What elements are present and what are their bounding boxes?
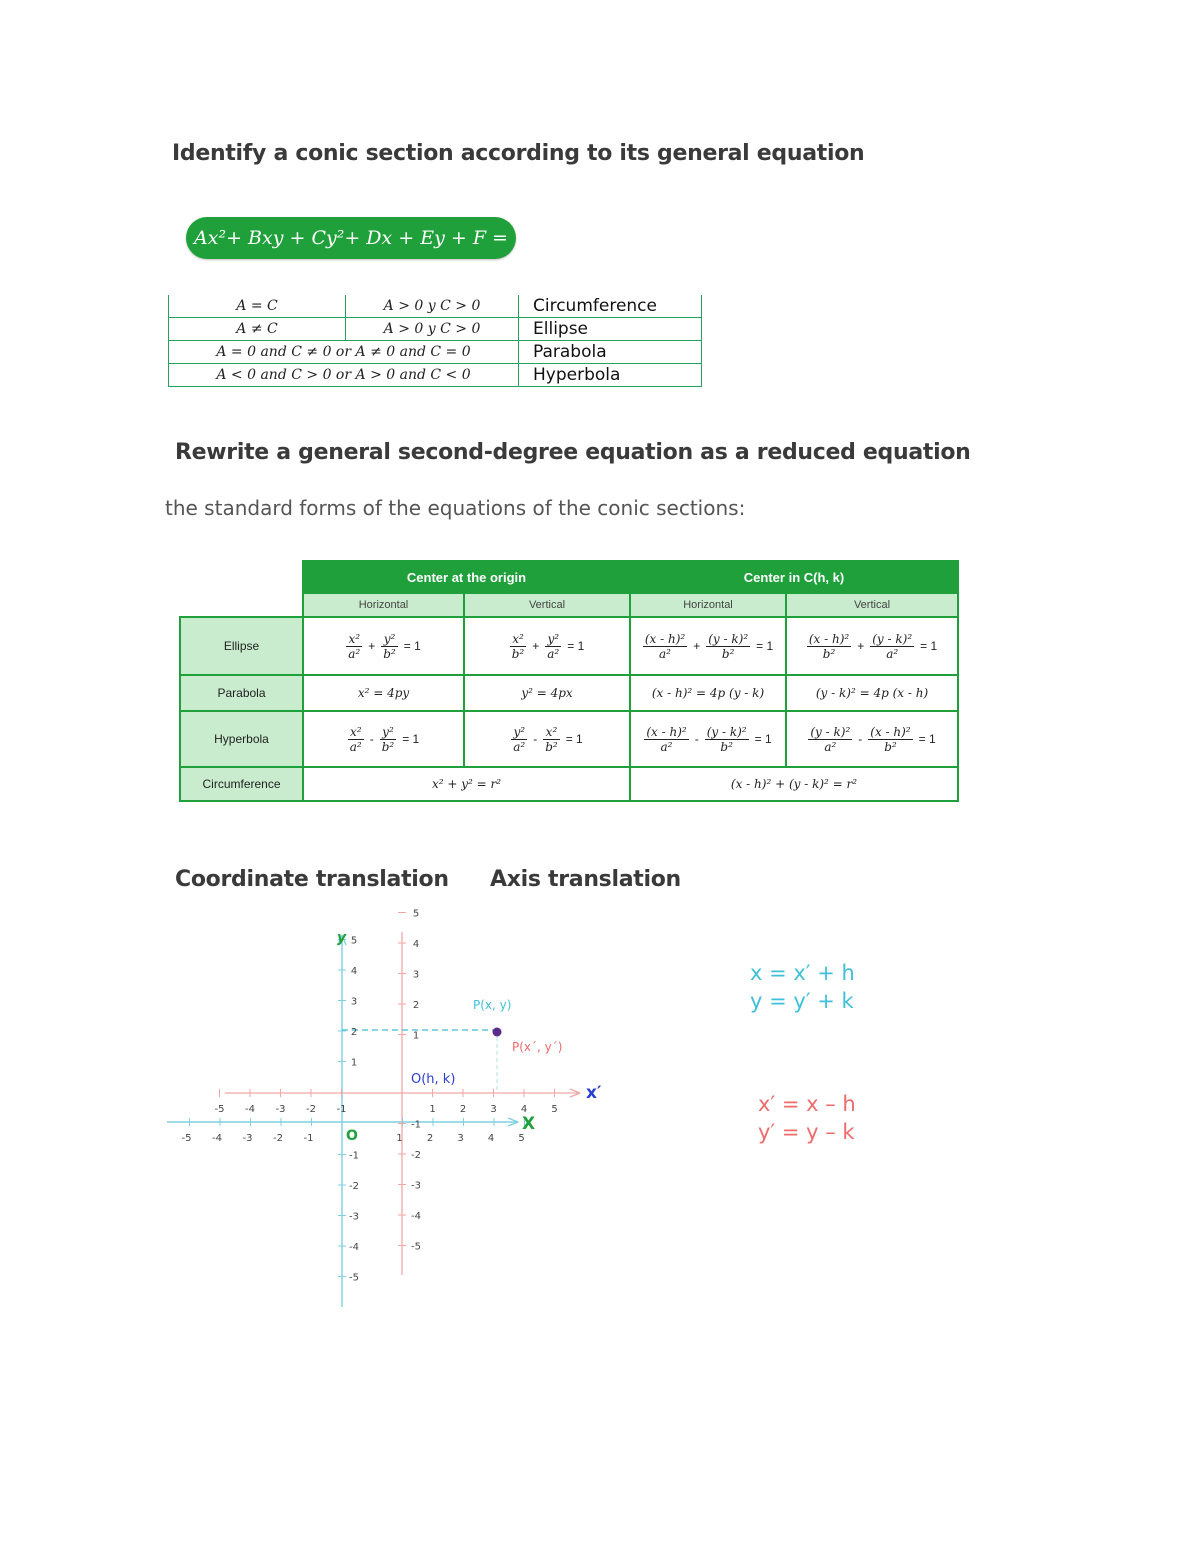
y-tick-label: -5 [349,1272,359,1284]
y-tick-label: -3 [349,1211,359,1223]
group-header: Center in C(h, k) [630,561,958,593]
y-tick-label: 4 [350,966,358,977]
coordinate-translation-heading: Coordinate translation [175,867,449,892]
y-prime-tick-label: 5 [412,908,420,920]
sub-header: Vertical [786,593,958,617]
table-row [169,318,702,341]
translation-graph [160,908,620,1320]
circumference-formula: x² + y² = r² [303,767,630,801]
row-header: Circumference [180,767,303,801]
section2-heading: Rewrite a general second-degree equation as a reduced equation [175,440,971,465]
table-row [169,364,702,387]
formula-x: x = x′ + h [750,961,855,985]
hyperbola-formula: $\frac{\text{x²}}{\text{a²}}$ - $\frac{\text{y²}}{\text{b²}}$ = 1 [303,711,464,767]
y-prime-tick-label: -5 [411,1241,421,1253]
x-tick-label: -5 [181,1133,192,1144]
conic-name: Parabola [519,341,702,364]
x-prime-axis-label: x′ [586,1083,602,1103]
blank-cell [180,593,303,617]
sub-header: Horizontal [303,593,464,617]
y-prime-tick-label: -3 [411,1180,421,1192]
conic-name: Ellipse [519,318,702,341]
graph-tick-labels [182,909,558,1284]
x-prime-tick-label: -4 [245,1104,255,1115]
sub-header: Vertical [464,593,630,617]
x-prime-tick-label: -1 [336,1104,347,1115]
row-header: Ellipse [180,617,303,675]
section1-heading: Identify a conic section according to its general equation [172,141,865,166]
table-row [180,675,958,711]
y-tick-label: 2 [350,1027,358,1038]
x-prime-tick-label: 4 [520,1104,528,1115]
y-prime-tick-label: -2 [411,1150,421,1161]
y-prime-tick-label: 4 [412,939,420,950]
table-row [180,767,958,801]
classification-table [168,295,702,387]
y-tick-label: -2 [349,1181,359,1192]
hyperbola-formula: $\frac{\text{y²}}{\text{a²}}$ - $\frac{\text{x²}}{\text{b²}}$ = 1 [464,711,630,767]
graph-axes [167,913,580,1308]
y-prime-tick-label: 3 [412,969,420,981]
x-prime-tick-label: -2 [306,1104,316,1115]
table-row [169,341,702,364]
ellipse-formula: $\frac{\text{x²}}{\text{a²}}$ + $\frac{\text{y²}}{\text{b²}}$ = 1 [303,617,464,675]
axis-translation-heading: Axis translation [490,867,681,892]
point-p [493,1028,502,1037]
x-prime-tick-label: -3 [275,1104,286,1115]
blank-cell [180,561,303,593]
general-equation-badge: Ax²+ Bxy + Cy²+ Dx + Ey + F = 0 [186,217,516,259]
y-prime-tick-label: 1 [412,1030,420,1042]
x-prime-tick-label: 1 [429,1104,436,1115]
new-origin-label: O(h, k) [411,1072,456,1087]
table-row [180,711,958,767]
formula-x-prime: x′ = x – h [758,1092,856,1116]
x-tick-label: 5 [518,1133,525,1144]
standard-forms-table [179,560,959,802]
row-header: Hyperbola [180,711,303,767]
y-prime-tick-label: 2 [412,1000,420,1011]
parabola-formula: x² = 4py [303,675,464,711]
parabola-formula: (y - k)² = 4p (x - h) [786,675,958,711]
x-tick-label: -2 [273,1133,283,1144]
ellipse-formula: $\frac{\text{(x - h)²}}{\text{b²}}$ + $\frac{\text{(y - k)²}}{\text{a²}}$ = 1 [786,617,958,675]
x-prime-tick-label: -5 [214,1104,225,1115]
conic-name: Circumference [519,295,702,318]
condition-cell: A < 0 and C > 0 or A > 0 and C < 0 [169,364,519,387]
y-tick-label: -1 [349,1150,359,1162]
x-prime-tick-label: 3 [490,1104,497,1115]
condition-cell: A > 0 y C > 0 [346,295,519,318]
y-tick-label: 3 [350,996,358,1008]
hyperbola-formula: $\frac{\text{(x - h)²}}{\text{a²}}$ - $\frac{\text{(y - k)²}}{\text{b²}}$ = 1 [630,711,786,767]
y-axis-label: y [337,930,347,946]
x-prime-tick-label: 5 [551,1104,558,1115]
condition-cell: A > 0 y C > 0 [346,318,519,341]
x-tick-label: 4 [487,1133,495,1144]
x-tick-label: 1 [396,1133,403,1144]
x-axis-label: X [522,1114,536,1134]
y-tick-label: 5 [350,935,358,947]
point-original-label: P(x, y) [473,998,512,1012]
circumference-formula: (x - h)² + (y - k)² = r² [630,767,958,801]
section2-intro: the standard forms of the equations of the conic sections: [165,496,746,520]
origin-label: O [346,1128,358,1144]
group-header: Center at the origin [303,561,630,593]
y-tick-label: -4 [349,1242,359,1253]
parabola-formula: y² = 4px [464,675,630,711]
parabola-formula: (x - h)² = 4p (y - k) [630,675,786,711]
y-prime-tick-label: -1 [411,1119,421,1131]
condition-cell: A ≠ C [169,318,346,341]
x-tick-label: -1 [303,1133,314,1144]
ellipse-formula: $\frac{\text{(x - h)²}}{\text{a²}}$ + $\frac{\text{(y - k)²}}{\text{b²}}$ = 1 [630,617,786,675]
formula-y-prime: y′ = y – k [758,1120,855,1144]
x-tick-label: -3 [242,1133,253,1144]
sub-header: Horizontal [630,593,786,617]
row-header: Parabola [180,675,303,711]
formula-y: y = y′ + k [750,989,854,1013]
condition-cell: A = 0 and C ≠ 0 or A ≠ 0 and C = 0 [169,341,519,364]
table-row [169,295,702,318]
point-translated-label: P(x´, y´) [512,1040,563,1054]
x-tick-label: 2 [426,1133,434,1144]
condition-cell: A = C [169,295,346,318]
x-prime-tick-label: 2 [459,1104,467,1115]
table-row [180,617,958,675]
ellipse-formula: $\frac{\text{x²}}{\text{b²}}$ + $\frac{\text{y²}}{\text{a²}}$ = 1 [464,617,630,675]
conic-name: Hyperbola [519,364,702,387]
x-tick-label: -4 [212,1133,222,1144]
y-prime-tick-label: -4 [411,1211,421,1222]
x-tick-label: 3 [457,1133,464,1144]
hyperbola-formula: $\frac{\text{(y - k)²}}{\text{a²}}$ - $\frac{\text{(x - h)²}}{\text{b²}}$ = 1 [786,711,958,767]
y-tick-label: 1 [350,1057,358,1069]
